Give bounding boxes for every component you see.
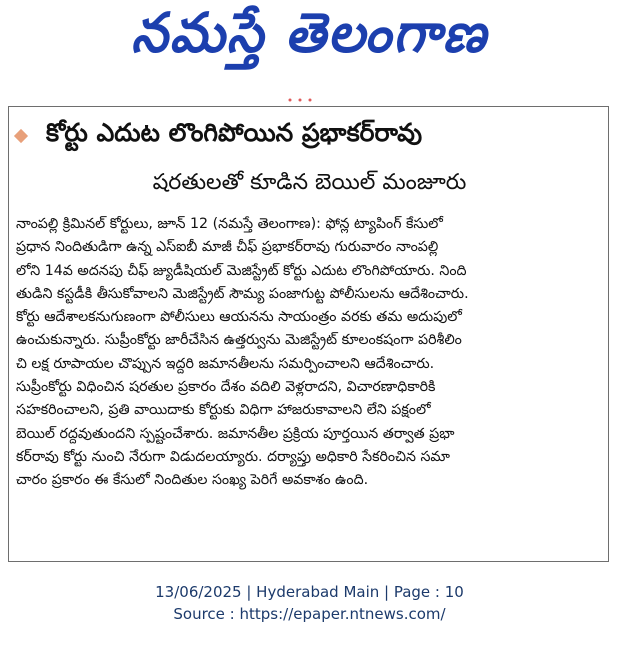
newspaper-logo: నమస్తే తెలంగాణ (131, 2, 488, 66)
decorative-dots (270, 98, 330, 102)
article-body (16, 213, 598, 493)
article-body-line: కోర్టు ఆదేశాలకనుగుణంగా పోలీసులు ఆయనను సాయంత్రం వరకు తమ అదుపులో (16, 309, 462, 326)
article-body-line: సుప్రీంకోర్టు విధించిన షరతుల ప్రకారం దేశం వదిలి వెళ్లరాదని, విచారణాధికారికి (16, 379, 436, 396)
article-body-line: తుడిని కస్టడీకి తీసుకోవాలని మెజిస్ట్రేట్ సౌమ్య పంజాగుట్ట పోలీసులను ఆదేశించారు. (16, 285, 469, 302)
newspaper-masthead (0, 0, 619, 80)
article-body-line: చారం ప్రకారం ఈ కేసులో నిందితుల సంఖ్య పెరిగే అవకాశం ఉంది. (16, 472, 369, 489)
article-subheadline: షరతులతో కూడిన బెయిల్ మంజూరు (152, 170, 467, 195)
article-body-line: చి లక్ష రూపాయల చొప్పున ఇద్దరి జమానతీలను సమర్పించాలని ఆదేశించారు. (16, 355, 435, 372)
article-headline: కోర్టు ఎదుట లొంగిపోయిన ప్రభాకర్‌రావు (46, 118, 423, 147)
footer-dateline: 13/06/2025 | Hyderabad Main | Page : 10 (155, 583, 464, 601)
article-body-line: ప్రధాన నిందితుడిగా ఉన్న ఎస్ఐబీ మాజీ చీఫ్ ప్రభాకర్‌రావు గురువారం నాంపల్లి (16, 239, 439, 256)
article-body-line: ఉంచుకున్నారు. సుప్రీంకోర్టు జారీచేసిన ఉత్తర్వును మెజిస్ట్రేట్ కూలంకషంగా పరిశీలిం (16, 332, 462, 349)
article-body-line: సహకరించాలని, ప్రతి వాయిదాకు కోర్టుకు విధిగా హాజరుకావాలని లేని పక్షంలో (16, 402, 431, 419)
article-body-line: కర్‌రావు కోర్టు నుంచి నేరుగా విడుదలయ్యారు. దర్యాప్తు అధికారి సేకరించిన సమా (16, 448, 450, 465)
article-headline-row (10, 118, 600, 154)
footer-source-link[interactable]: Source : https://epaper.ntnews.com/ (173, 605, 446, 623)
article-body-line: నాంపల్లి క్రిమినల్ కోర్టులు, జూన్ 12 (నమస్తే తెలంగాణ): ఫోన్ల ట్యాపింగ్ కేసులో (16, 216, 443, 232)
article-body-line: లోని 14వ అదనపు చీఫ్ జ్యుడీషియల్ మెజిస్ట్రేట్ కోర్టు ఎదుట లొంగిపోయారు. నింది (16, 262, 467, 279)
diamond-bullet-icon (14, 129, 28, 143)
article-body-line: బెయిల్ రద్దవుతుందని స్పష్టంచేశారు. జమానతీల ప్రక్రియ పూర్తయిన తర్వాత ప్రభా (16, 425, 455, 442)
